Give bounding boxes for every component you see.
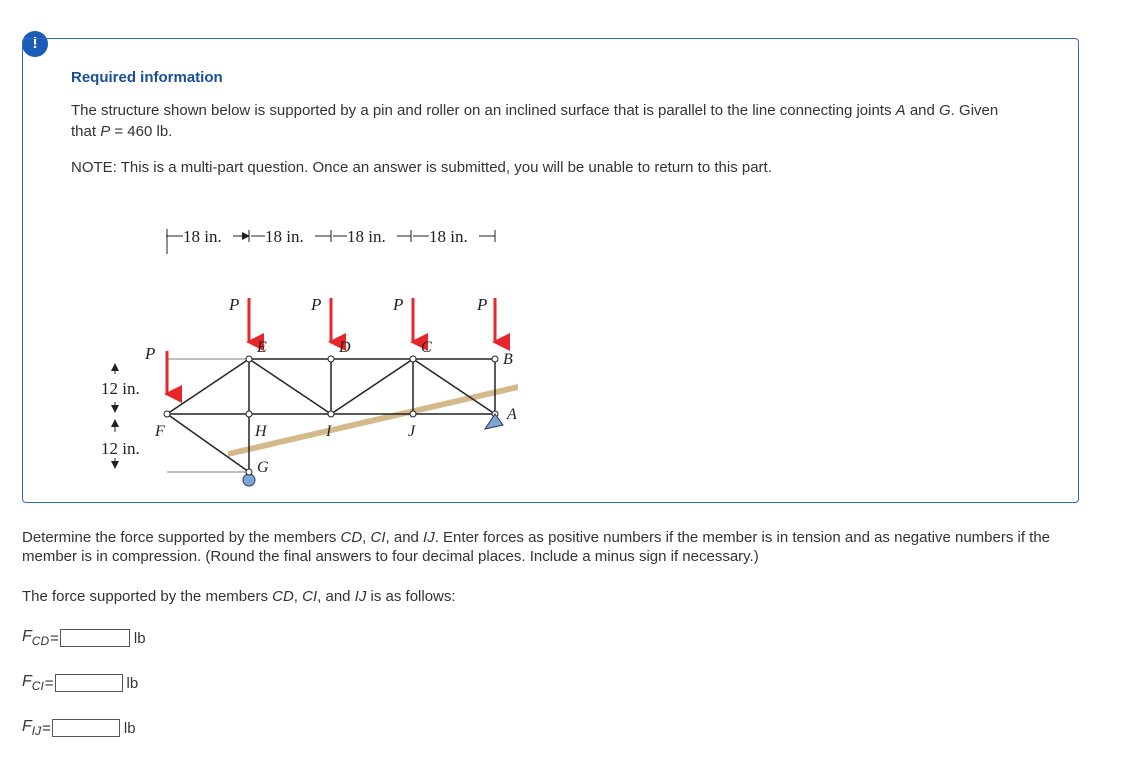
dim-label-3: 18 in. (347, 227, 386, 246)
joint-label-h: H (255, 423, 267, 440)
answer-row-ci: $F_{CI}$ = lb (22, 673, 139, 694)
unit-label-ij: lb (123, 719, 136, 737)
question-text: Determine the force supported by the members CD, CI, and IJ. Enter forces as positive numbers if the member is in tension and as negative numbers if the member is in compression. (Round the final answers to four decimal places. Include a minus sign if necessary.) (22, 529, 1051, 565)
joint-label-g: G (257, 459, 269, 476)
joint-label-a: A (507, 406, 517, 423)
load-label-f: P (145, 344, 156, 363)
load-label-d: P (311, 295, 322, 314)
joint-label-j: J (408, 423, 416, 440)
fcd-input[interactable] (60, 629, 130, 647)
answer-row-cd: $F_{CD}$ = lb (22, 628, 146, 649)
fij-input[interactable] (52, 719, 120, 737)
height-label-2: 12 in. (101, 439, 140, 458)
joint-label-d: D (339, 339, 351, 356)
joint-label-f: F (155, 423, 165, 440)
dim-label-2: 18 in. (265, 227, 304, 246)
fci-input[interactable] (55, 674, 123, 692)
pin-support (485, 414, 503, 429)
roller-support (243, 474, 255, 486)
joint-label-e: E (257, 339, 267, 356)
joint-label-i: I (326, 423, 332, 440)
unit-label-cd: lb (133, 629, 146, 647)
load-label-c: P (393, 295, 404, 314)
height-label-1: 12 in. (101, 379, 140, 398)
answer-row-ij: $F_{IJ}$ = lb (22, 718, 136, 739)
answer-label-ij: $F_{IJ}$ (22, 718, 42, 739)
alert-icon: ! (22, 31, 48, 57)
load-label-e: P (229, 295, 240, 314)
joint-label-b: B (503, 351, 513, 368)
unit-label-ci: lb (126, 674, 139, 692)
dim-label-4: 18 in. (429, 227, 468, 246)
answer-intro: The force supported by the members CD, CI, and IJ is as follows: (22, 588, 456, 605)
info-description: The structure shown below is supported by a pin and roller on an inclined surface that is parallel to the line connecting joints A and G. Given that P = 460 lb. (71, 102, 999, 140)
answer-label-cd: $F_{CD}$ (22, 628, 50, 649)
answer-label-ci: $F_{CI}$ (22, 673, 44, 694)
load-label-b: P (477, 295, 488, 314)
required-info-panel (22, 38, 1079, 503)
note-text: NOTE: This is a multi-part question. Once an answer is submitted, you will be unable to return to this part. (71, 159, 772, 176)
joint-label-c: C (421, 339, 432, 356)
truss-diagram (93, 224, 533, 476)
info-title: Required information (71, 69, 223, 86)
dim-label-1: 18 in. (183, 227, 222, 246)
incline-surface (228, 384, 518, 457)
